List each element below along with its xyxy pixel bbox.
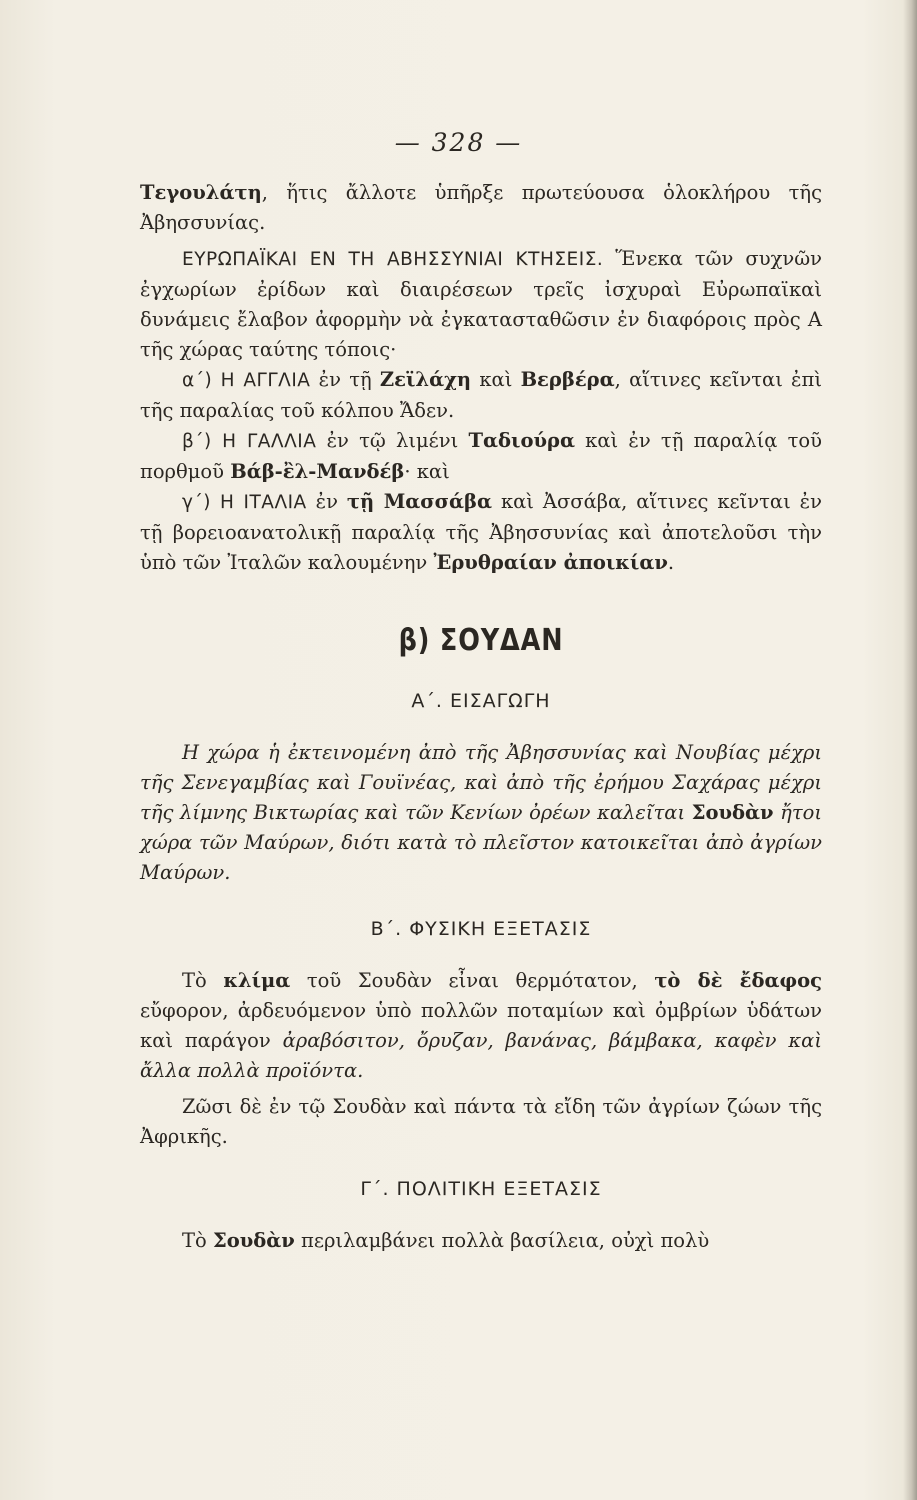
- text: ἐν τῇ: [310, 368, 380, 391]
- term-sudan-political: Σουδὰν: [212, 1229, 295, 1252]
- label-italy: γ΄) Η ΙΤΑΛΙΑ: [182, 492, 307, 513]
- text: Τὸ: [182, 969, 224, 992]
- term-climate: κλίμα: [223, 969, 291, 992]
- text: Η χώρα ἡ ἐκτεινομένη ἀπὸ τῆς Ἀβησσυνίας καὶ Νουβίας μέχρι τῆς Σενεγαμβίας καὶ Γουϊνέας, καὶ ἀπὸ τῆς ἐρήμου Σαχάρας μέχρι τῆς λίμνης Βικτωρίας καὶ τῶν Κενίων ὀρέων καλεῖται: [140, 741, 822, 824]
- text: , ἥτις ἄλλοτε ὑπῆρξε πρωτεύουσα ὁλοκλήρου τῆς Ἀβησσυνίας.: [140, 181, 822, 234]
- label-france: β΄) Η ΓΑΛΛΙΑ: [182, 431, 317, 452]
- text: ἐν τῷ λιμένι: [316, 429, 469, 452]
- page-edge-shadow: [903, 0, 917, 1500]
- subheading-introduction: Α΄. ΕΙΣΑΓΩΓΗ: [411, 690, 551, 712]
- subheading-physical: Β΄. ΦΥΣΙΚΗ ΕΞΕΤΑΣΙΣ: [370, 918, 592, 940]
- text: Ζῶσι δὲ ἐν τῷ Σουδὰν καὶ πάντα τὰ εἴδη τῶν ἀγρίων ζώων τῆς Ἀφρικῆς.: [140, 1095, 822, 1148]
- products-list: ἀραβόσιτον, ὄρυζαν, βανάνας, βάμβακα, καφὲν καὶ ἄλλα πολλὰ προϊόντα.: [140, 1029, 822, 1082]
- text: καὶ Ἀσσάβα, αἵτινες κεῖνται ἐν τῇ βορειοανατολικῇ παραλίᾳ τῆς Ἀβησσυνίας καὶ ἀποτελοῦσι τὴν ὑπὸ τῶν Ἰταλῶν καλουμένην: [140, 490, 822, 574]
- label-england: α΄) Η ΑΓΓΛΙΑ: [182, 370, 311, 391]
- page-body: [140, 178, 822, 1256]
- text: , αἵτινες κεῖνται ἐπὶ τῆς παραλίας τοῦ κόλπου Ἄδεν.: [140, 368, 822, 422]
- text: περιλαμβάνει πολλὰ βασίλεια, οὐχὶ πολὺ: [294, 1229, 710, 1252]
- text: Ἕνεκα τῶν συχνῶν ἐγχωρίων ἐρίδων καὶ διαιρέσεων τρεῖς ἰσχυραὶ Εὐρωπαϊκαὶ δυνάμεις ἔλαβον ἀφορμὴν νὰ ἐγκατασταθῶσιν ἐν διαφόροις πρὸς Α τῆς χώρας ταύτης τόποις·: [140, 247, 823, 361]
- text: ἤτοι χώρα τῶν Μαύρων, διότι κατὰ τὸ πλεῖστον κατοικεῖται ἀπὸ ἀγρίων Μαύρων.: [140, 801, 822, 884]
- place-massawa: τῇ Μασσάβα: [346, 490, 493, 513]
- paragraph-european-possessions: [140, 244, 822, 365]
- term-sudan: Σουδὰν: [691, 801, 774, 824]
- paragraph-tegulati: [140, 178, 822, 238]
- place-tadjoura: Ταδιούρα: [468, 429, 575, 452]
- term-soil: τὸ δὲ ἔδαφος: [654, 969, 822, 992]
- text: τοῦ Σουδὰν εἶναι θερμότατον,: [290, 969, 655, 992]
- text: · καὶ: [404, 460, 450, 483]
- subheading-political: Γ΄. ΠΟΛΙΤΙΚΗ ΕΞΕΤΑΣΙΣ: [360, 1178, 602, 1200]
- item-england: [140, 365, 822, 426]
- place-tegulati: Τεγουλάτη: [140, 181, 262, 204]
- paragraph-physical-1: [140, 966, 822, 1086]
- item-italy: [140, 487, 822, 578]
- section-title-sudan: β) ΣΟΥΔΑΝ: [398, 623, 564, 658]
- paragraph-physical-2: [140, 1092, 822, 1152]
- paragraph-introduction: [140, 738, 822, 888]
- place-eritrea: Ἐρυθραίαν ἀποικίαν: [433, 551, 668, 574]
- text: καὶ: [471, 368, 521, 391]
- place-bab-el-mandeb: Βάβ-ἒλ-Μανδέβ: [230, 460, 405, 483]
- place-zeila: Ζεϊλάχη: [379, 368, 472, 391]
- place-berbera: Βερβέρα: [520, 368, 615, 391]
- text: καὶ ἐν τῇ παραλίᾳ τοῦ πορθμοῦ: [140, 429, 822, 483]
- text: ἐν: [306, 490, 347, 513]
- text: εὔφορον, ἀρδευόμενον ὑπὸ πολλῶν ποταμίων καὶ ὀμβρίων ὑδάτων καὶ παράγον: [140, 999, 822, 1052]
- item-france: [140, 426, 822, 487]
- text: Τὸ: [182, 1229, 213, 1252]
- paragraph-political: [140, 1226, 822, 1256]
- text: .: [667, 551, 675, 574]
- page-number: — 328 —: [394, 128, 523, 157]
- heading-european-possessions: ΕΥΡΩΠΑΪΚΑΙ ΕΝ ΤΗ ΑΒΗΣΣΥΝΙΑΙ ΚΤΗΣΕΙΣ.: [182, 249, 604, 270]
